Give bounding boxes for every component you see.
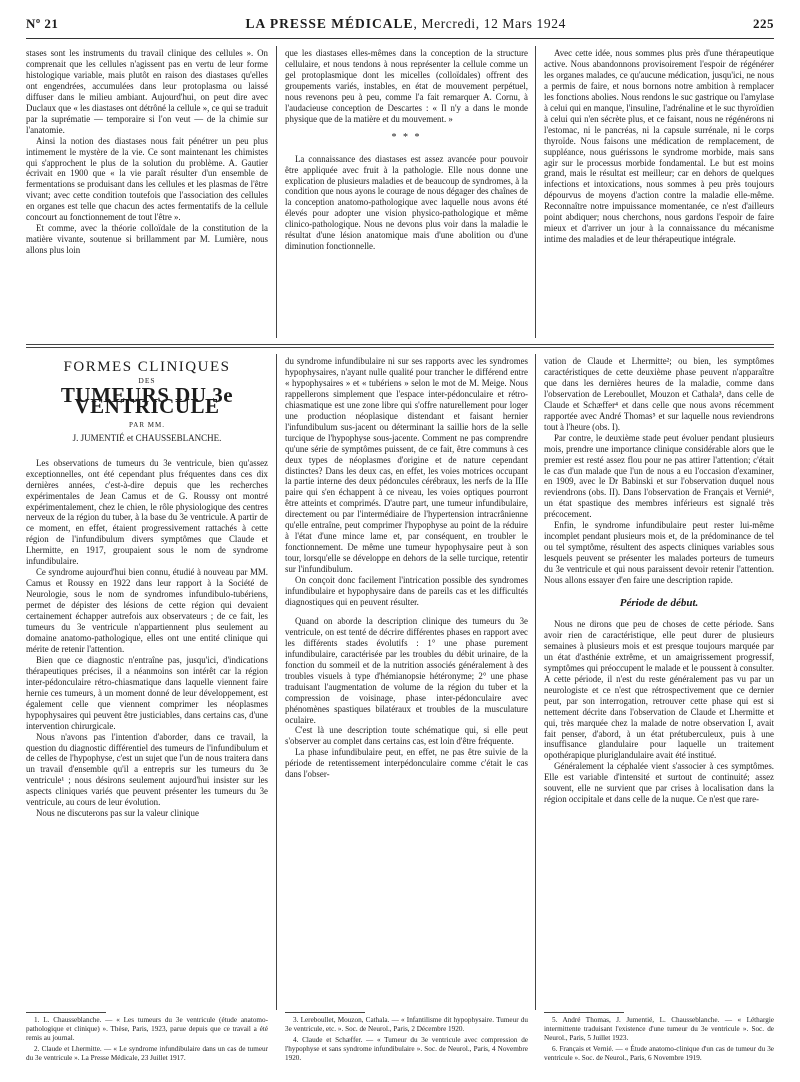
top-column-3: [544, 48, 774, 245]
footnote: 6. Français et Vernié. — « Étude anatomo-clinique d'un cas de tumeur du 3e ventricule ». Soc. de Neurol., Paris, 6 Novembre 1919.: [544, 1045, 774, 1062]
article-column-2: [285, 356, 528, 780]
paragraph: Ainsi la notion des diastases nous fait pénétrer un peu plus intimement le mystère de la vie. Ce sont maintenant les chimistes qui s'approchent le plus de la solution du problème. A. Gautier écrivait en 1900 que « la vie paraît résulter d'un ensemble de fermentations se produisant dans les cellules et les plasmas de l'être vivant; avec cette condition toutefois que l'association des cellules en organes est telle que chacun des actes fermentatifs de la cellule concourt au fonctionnement de tout l'être ».: [26, 135, 268, 223]
footnote: 4. Claude et Schæffer. — « Tumeur du 3e ventricule avec compression de l'hypophyse et sans syndrome infundibulaire ». Soc. de Neurol., Paris, 4 Novembre 1920.: [285, 1036, 528, 1062]
paragraph: Nous n'avons pas l'intention d'aborder, dans ce travail, la question du diagnostic différentiel des tumeurs de l'infundibulum et de celles de l'hypophyse, c'est un sujet que l'un de nous traitera dans un travail d'ensemble qu'il a entrepris sur les tumeurs du 3e ventricule¹ ; nous désirons seulement aujourd'hui insister sur les aspects cliniques variés que peuvent présenter les tumeurs du 3e ventricule, au cours de leur évolution.: [26, 731, 268, 808]
paragraph: Nous ne discuterons pas sur la valeur clinique: [36, 808, 199, 819]
article-title-line3: TUMEURS DU 3e VENTRICULE: [60, 382, 234, 418]
paragraph: Nous ne dirons que peu de choses de cette période. Sans avoir rien de caractéristique, elle peut durer de plusieurs semaines à plusieurs mois et est presque toujours marquée par un état d'asthénie extrême, et un amaigrissement progressif, symptômes qui préoccupent le malade et le poussent à consulter. A cette période, il n'est du reste généralement pas vu par un neurologiste et ce n'est que rétrospectivement que ce dernier peut, par son interrogation, retrouver cette phase qui est si nettement décrite dans l'observation de Claude et Lhermitte et qui, très marquée chez la malade de notre observation I, avait fait penser, d'abord, à un état prétuberculeux, puis à une insuffisance glandulaire pour laquelle un traitement opothérapique pluriglandulaire avait été institué.: [544, 618, 774, 761]
footnotes-column-1: [26, 1016, 268, 1065]
article-column-1: [26, 356, 268, 819]
footnote-rule: [26, 1012, 106, 1013]
footnote: 5. André Thomas, J. Jumentié, L. Chausseblanche. — « Léthargie intermittente traduisant l'existence d'une tumeur du 3e ventricule ». Soc. de Neurol., Paris, 5 Juillet 1923.: [544, 1016, 774, 1042]
section-separator: * * *: [391, 131, 422, 143]
paragraph: que les diastases elles-mêmes dans la conception de la structure cellulaire, et nous tendons à nous représenter la cellule comme un gel protoplasmique dont les micelles (colloïdales) offrent des groupements variés, instables, en état de mouvement perpétuel, nous revenons peu à peu, comme l'a fait remarquer A. Cornu, à l'audacieuse conception de Descartes : « Il n'y a dans le monde physique que de la matière et du mouvement. »: [285, 48, 528, 124]
running-title: [246, 16, 566, 32]
paragraph: vation de Claude et Lhermitte²; ou bien, les symptômes caractéristiques de cette deuxième phase peuvent n'apparaître que dans les dernières heures de la maladie, comme dans l'observation de Lereboullet, Mouzon et Cathala³, dans celle de Claude et Schæffer⁴ et dans celle que nous avons récemment rapportée avec André Thomas⁵ et sur laquelle nous reviendrons tout à l'heure (obs. I).: [544, 356, 774, 432]
footnotes-column-3: [544, 1016, 774, 1065]
article-title-line2: DES: [138, 375, 156, 385]
paragraph: La connaissance des diastases est assez avancée pour pouvoir être appliquée avec fruit à la pathologie. Elle nous donne une explication de plusieurs maladies et de beaucoup de syndromes, à la condition que nous ayons le courage de nous dégager des chaînes de la conception anatomo-pathologique avec laquelle nous avons été élevés pour adopter une vision physico-pathologique et même clinico-pathologique. Nous ne devons plus voir dans la maladie le résultat d'une lésion anatomique mais d'une abolition ou d'une diminution fonctionnelle.: [285, 153, 528, 252]
article-authors: J. JUMENTIÉ et CHAUSSEBLANCHE.: [72, 432, 222, 443]
footnote: 2. Claude et Lhermitte. — « Le syndrome infundibulaire dans un cas de tumeur du 3e ventricule ». La Presse Médicale, 23 Juillet 1917.: [26, 1045, 268, 1062]
page-number-left: Nº 21: [26, 16, 59, 31]
top-column-1: [26, 48, 268, 256]
column-divider: [535, 46, 536, 338]
article-column-3: [544, 356, 774, 805]
paragraph: Les observations de tumeurs du 3e ventricule, bien qu'assez exceptionnelles, ont été cependant plus fréquentes dans ces dix dernières années, c'est-à-dire depuis que les recherches expérimentales de Jean Camus et de G. Roussy ont montré expérimentalement, chez le chien, le rôle physiologique des centres nerveux de la région du tuber, à la base du 3e ventricule. A partir de ce moment, en effet, étaient progressivement rattachés à cette région de l'infundibulum divers symptômes que Claude et Lhermitte, en 1917, groupaient sous le nom de syndrome infundibulaire.: [26, 457, 268, 567]
journal-name: LA PRESSE MÉDICALE: [245, 16, 414, 31]
column-divider: [535, 354, 536, 1010]
paragraph: Généralement la céphalée vient s'associer à ces symptômes. Elle est variable d'intensité et surtout de continuité; assez souvent, elle ne survient que par crises à localisation dans la région occipitale et dans celle de la nuque. Ce n'est que rare-: [544, 761, 774, 805]
footnote-rule: [285, 1012, 365, 1013]
top-column-2: [285, 48, 528, 252]
footnotes-column-2: [285, 1016, 528, 1065]
paragraph: Enfin, le syndrome infundibulaire peut rester lui-même incomplet pendant plusieurs mois et, de la prédominance de tel ou tel symptôme, résultent des aspects cliniques variables sous lesquels peuvent se présenter les malades porteurs de tumeurs du 3e ventricule et qui nous paraissent devoir retenir l'attention. Nous allons essayer d'en faire une description rapide.: [544, 520, 774, 586]
paragraph: Par contre, le deuxième stade peut évoluer pendant plusieurs mois, prendre une importance clinique considérable alors que le premier est resté assez flou pour ne pas attirer l'attention; c'était le cas d'un malade que l'un de nous a eu l'occasion d'examiner, en 1909, avec le Dr Babinski et sur l'observation duquel nous reviendrons (obs. II). Dans l'observation de Français et Vernié⁶, un état spastique des membres inférieurs est signalé très précocement.: [544, 432, 774, 520]
page-number-right: 225: [752, 16, 774, 31]
paragraph: On conçoit donc facilement l'intrication possible des syndromes infundibulaire et hypophysaire dans de pareils cas et les difficultés diagnostiques qui en peuvent résulter.: [285, 575, 528, 607]
paragraph: Bien que ce diagnostic n'entraîne pas, jusqu'ici, d'indications thérapeutiques précises, il a néanmoins son intérêt car la région inter-pédonculaire rétro-chiasmatique dans laquelle viennent faire hernie ces tumeurs, à un moment donné de leur développement, est également celle que viennent comprimer les néoplasmes hypophysaires qui peuvent être justiciables, dans certains cas, d'une intervention chirurgicale.: [26, 654, 268, 731]
paragraph: du syndrome infundibulaire ni sur ses rapports avec les syndromes hypophysaires, n'ayant nulle qualité pour trancher le différend entre « hypophysaires » et « tubériens » selon le mot de M. Meige. Nous rappellerons simplement que l'espace inter-pédonculaire et rétro-chiasmatique est une zone libre qui s'offre naturellement pour loger une production néoplasique distendant et faisant hernier l'infundibulum sus-jacent ou déterminant la saillie hors de la selle turcique de l'hypophyse sous-jacente. Comment ne pas comprendre qu'une série de symptômes puissent, de ce fait, être communs à ces deux types de néoplasmes d'origine et de nature cependant distinctes? Dans les deux cas, en effet, les voies motrices occupant la partie interne des deux pédoncules cérébraux, les nerfs de la IIIe paire qui s'en échappent à ce niveau, les voies optiques pourront être atteints et comprimés. D'autre part, une tumeur infundibulaire, directement ou par l'intermédiaire de l'hypertension intracrânienne qu'elle entraîne, peut comprimer l'hypophyse au point de la réduire à l'état d'une mince lame et, par conséquent, en troubler le fonctionnement. De même une tumeur hypophysaire peut à son tour, lorsqu'elle se développe en dehors de la selle turcique, retentir sur l'infundibulum.: [285, 356, 528, 575]
paragraph: stases sont les instruments du travail clinique des cellules ». On comprenait que les cellules n'agissent pas en vertu de leur forme histologique variable, mais plutôt en raison des diastases qu'elles ont engendrées, accumulées dans leur protoplasma ou laissé diffuser dans le milieu ambiant. Aujourd'hui, on peut dire avec Duclaux que « les diastases ont détrôné la cellule », ce qui se traduit par la suprématie — temporaire si l'on veut — de la chimie sur l'anatomie.: [26, 48, 269, 135]
paragraph: Ce syndrome aujourd'hui bien connu, étudié à nouveau par MM. Camus et Roussy en 1922 dans leur rapport à la Société de Neurologie, sous le nom de syndromes infundibulo-tubériens, permet de dépister des lésions de cette région qui devaient certainement échapper autrefois aux observateurs ; de ce fait, les tumeurs du 3e ventricule n'appartiennent plus seulement au domaine anatomo-pathologique, elles ont une entité clinique qui mérite de retenir l'attention.: [26, 567, 268, 654]
section-divider: [26, 347, 774, 348]
issue-date: , Mercredi, 12 Mars 1924: [413, 16, 566, 31]
paragraph: Et comme, avec la théorie colloïdale de la constitution de la matière vivante, soutenue si brillamment par M. Lumière, nous allons plus loin: [26, 223, 268, 256]
paragraph: C'est là une description toute schématique qui, si elle peut s'observer au complet dans certains cas, est loin d'être fréquente.: [285, 725, 528, 747]
section-subheading: Période de début.: [619, 597, 699, 610]
column-divider: [276, 46, 277, 338]
footnote: 1. L. Chausseblanche. — « Les tumeurs du 3e ventricule (étude anatomo-pathologique et clinique) ». Thèse, Paris, 1923, parue depuis que ce travail a été remis au journal.: [26, 1016, 268, 1042]
byline-prefix: PAR MM.: [129, 420, 165, 429]
paragraph: Quand on aborde la description clinique des tumeurs du 3e ventricule, on est tenté de décrire différentes phases en rapport avec les différents stades évolutifs : 1° une phase purement infundibulaire, caractérisée par les troubles du débit urinaire, de la fonction du sommeil et de la nutrition associés généralement à des troubles visuels à type d'hémianopsie hétéronyme; 2° une phase traduisant l'augmentation de volume de la région du tuber et la compression de voisinage, phase inter-pédonculaire avec phénomènes spastiques bilatéraux et troubles de la musculature oculaire.: [285, 615, 528, 725]
page-header: [26, 16, 774, 39]
section-divider: [26, 344, 774, 345]
paragraph: La phase infundibulaire peut, en effet, ne pas être suivie de la période de retentissement interpédonculaire comme c'était le cas dans l'obser-: [285, 747, 528, 780]
article-title-line1: FORMES CLINIQUES: [63, 359, 231, 375]
footnote: 3. Lereboullet, Mouzon, Cathala. — « Infantilisme dit hypophysaire. Tumeur du 3e ventricule, etc. ». Soc. de Neurol., Paris, 2 Décembre 1920.: [285, 1016, 528, 1033]
paragraph: Avec cette idée, nous sommes plus près d'une thérapeutique active. Nous abandonnons provisoirement l'espoir de régénérer les organes malades, ce qu'aucune médication, jusqu'ici, ne nous a permis de faire, et nous bornons notre ambition à remplacer les fonctions abolies. Nous rendons le suc gastrique ou l'amylase à celui qui en manque, l'insuline, l'adrénaline et le suc thyroïdien à celui qui n'en sécrète plus, et ce faisant, nous ne régénérons ni l'estomac, ni le pancréas, ni la capsule surrénale, ni le corps thyroïde. Nous faisons une médication de remplacement, de suppléance, nous guérissons le syndrome morbide, mais sans agir sur le processus morbide fondamental. Le but est moins grand, mais le résultat est meilleur; car en dehors de quelques infections et intoxications, nous sommes à peu près toujours dépourvus de moyens d'action contre la maladie elle-même. Reconnaître notre impuissance momentanée, ce n'est d'ailleurs point abdiquer; nous cherchons, nous gardons l'espoir de faire mieux et d'arriver un jour à la connaissance du mécanisme intime des maladies et de leur thérapeutique intégrale.: [544, 48, 774, 245]
footnote-rule: [544, 1012, 624, 1013]
column-divider: [276, 354, 277, 1010]
